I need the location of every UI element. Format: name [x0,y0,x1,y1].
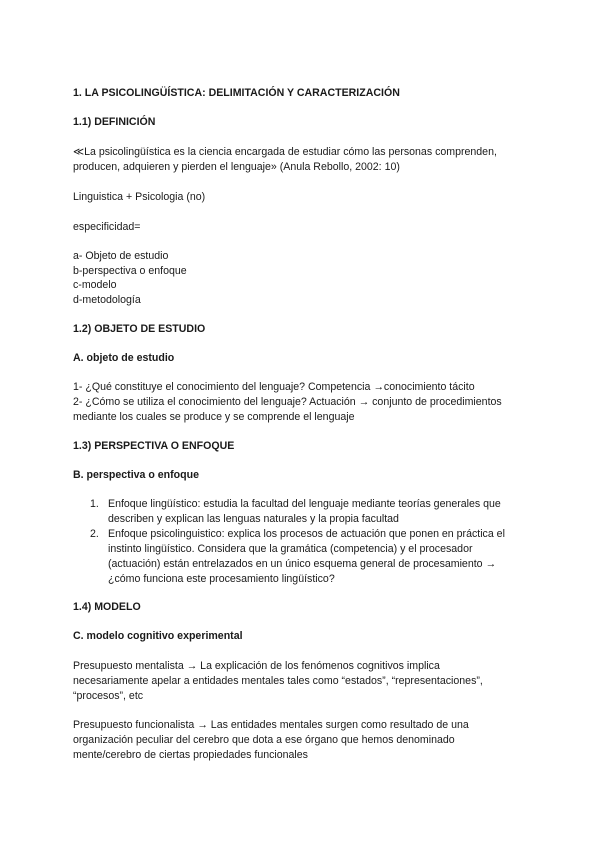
item-line: Enfoque psicolinguistico: explica los procesos de actuación que ponen en práctica el [108,528,505,540]
item-number: 1. [90,498,99,510]
list-item: b-perspectiva o enfoque [73,265,187,277]
paragraph-line: mediante los cuales se produce y se comprende el lenguaje [73,411,355,423]
list-item: d-metodología [73,294,141,306]
paragraph-line: Presupuesto mentalista → La explicación de los fenómenos cognitivos implica [73,660,440,672]
paragraph-line: organización peculiar del cerebro que dota a ese órgano que hemos denominado [73,734,455,746]
heading-modelo: 1.4) MODELO [73,601,141,613]
paragraph-line: necesariamente apelar a entidades mentales tales como “estados”, “representaciones”, [73,675,483,687]
heading-definicion: 1.1) DEFINICIÓN [73,116,156,128]
quote-line-1: ≪La psicolingüística es la ciencia encargada de estudiar cómo las personas comprenden, [73,146,497,158]
paragraph-line: mente/cerebro de ciertas propiedades funcionales [73,749,308,761]
item-line: ¿cómo funciona este procesamiento lingüístico? [108,573,335,585]
formula-text: Linguistica + Psicologia (no) [73,191,206,203]
item-line: (actuación) están entrelazados en un único esquema general de procesamiento → [108,558,497,570]
specificity-text: especificidad= [73,221,141,233]
heading-perspectiva: 1.3) PERSPECTIVA O ENFOQUE [73,440,235,452]
subheading-perspectiva: B. perspectiva o enfoque [73,469,199,481]
list-item: a- Objeto de estudio [73,250,169,262]
list-item: c-modelo [73,279,117,291]
subheading-modelo: C. modelo cognitivo experimental [73,630,243,642]
quote-line-2: producen, adquieren y pierden el lenguaje» (Anula Rebollo, 2002: 10) [73,161,400,173]
item-line: instinto lingüístico. Considera que la gramática (competencia) y el procesador [108,543,473,555]
document-title: 1. LA PSICOLINGÜÍSTICA: DELIMITACIÓN Y CARACTERIZACIÓN [73,87,400,99]
paragraph-line: 1- ¿Qué constituye el conocimiento del lenguaje? Competencia →conocimiento tácito [73,381,475,393]
subheading-objeto-estudio: A. objeto de estudio [73,352,175,364]
paragraph-line: “procesos”, etc [73,690,144,702]
heading-objeto-estudio: 1.2) OBJETO DE ESTUDIO [73,323,206,335]
paragraph-line: Presupuesto funcionalista → Las entidades mentales surgen como resultado de una [73,719,469,731]
item-line: describen y explican las lenguas naturales y la propia facultad [108,513,399,525]
item-line: Enfoque lingüístico: estudia la facultad del lenguaje mediante teorías generales que [108,498,501,510]
item-number: 2. [90,528,99,540]
paragraph-line: 2- ¿Cómo se utiliza el conocimiento del lenguaje? Actuación → conjunto de procedimientos [73,396,502,408]
